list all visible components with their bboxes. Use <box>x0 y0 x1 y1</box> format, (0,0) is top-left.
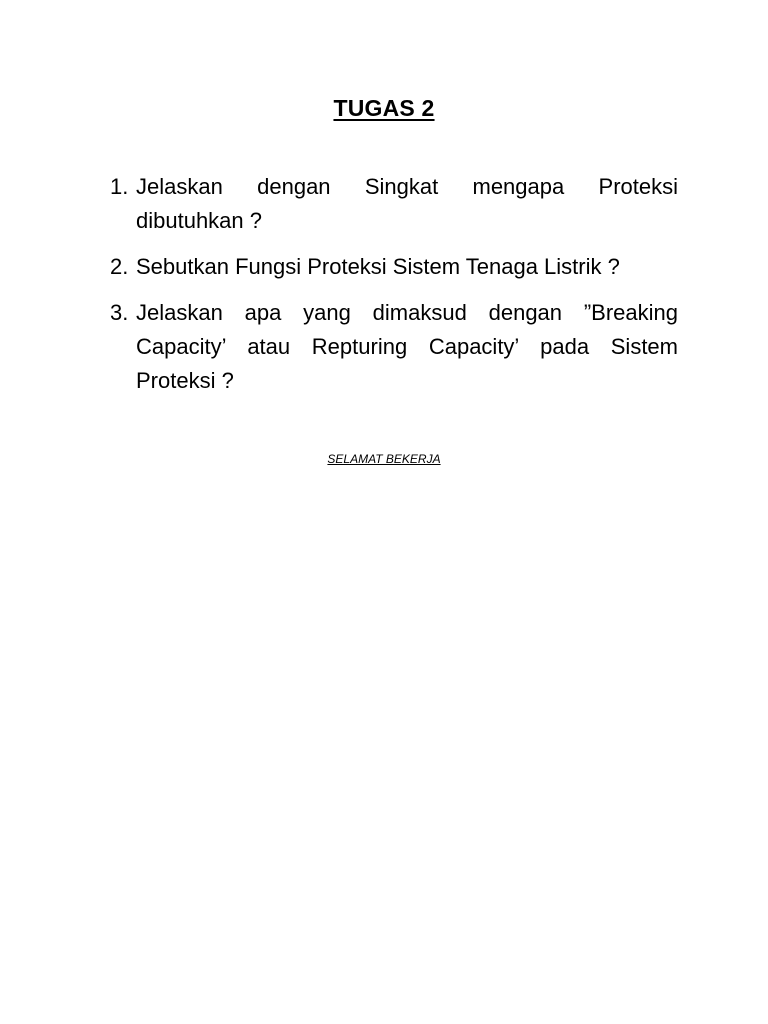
closing-note: SELAMAT BEKERJA <box>327 452 441 466</box>
question-item-2 <box>110 250 678 284</box>
question-number: 3. <box>110 300 129 325</box>
question-text: Sebutkan Fungsi Proteksi Sistem Tenaga Listrik ? <box>136 254 620 279</box>
page-title: TUGAS 2 <box>333 95 435 121</box>
question-list <box>110 170 678 410</box>
question-number: 1. <box>110 174 129 199</box>
question-item-1 <box>110 170 678 238</box>
question-number: 2. <box>110 254 129 279</box>
question-text: Jelaskan dengan Singkat mengapa Proteksi dibutuhkan ? <box>136 174 678 233</box>
question-text: Jelaskan apa yang dimaksud dengan ”Breaking Capacity’ atau Repturing Capacity’ pada Sistem Proteksi ? <box>136 300 678 393</box>
question-item-3 <box>110 296 678 398</box>
